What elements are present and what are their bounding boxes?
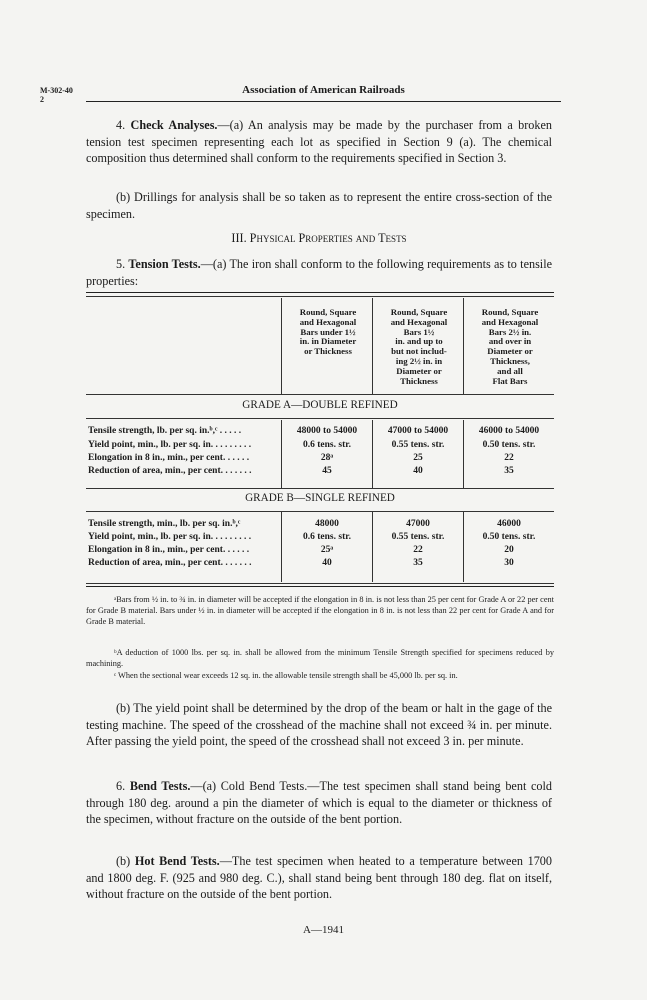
column-header-line: Flat Bars	[492, 375, 528, 386]
table-cell: 0.50 tens. str.	[482, 532, 536, 542]
column-header-line: Thickness	[400, 375, 438, 386]
column-header-line: Diameter or	[487, 346, 533, 357]
table-cell: 47000 to 54000	[387, 426, 449, 436]
section-6b	[86, 853, 552, 903]
table-cell: 0.55 tens. str.	[391, 440, 445, 450]
table-cell: 30	[504, 558, 514, 568]
column-header-line: Bars 1½	[403, 326, 435, 337]
table-bottom-rule-outer	[86, 586, 554, 587]
page-folio: A—1941	[303, 924, 344, 936]
table-cell: 28ᵃ	[320, 453, 334, 463]
table-cell: 47000	[406, 519, 430, 529]
table-top-rule	[86, 292, 554, 293]
table-cell: 48000 to 54000	[296, 426, 358, 436]
section-4a	[86, 117, 552, 167]
section-5a	[86, 256, 552, 289]
table-cell: 22	[504, 453, 514, 463]
table-rule	[86, 511, 554, 512]
footnote-b: ᵇA deduction of 1000 lbs. per sq. in. shall be allowed from the minimum Tensile Strength specified for specimens reduced by machining.	[86, 648, 554, 668]
table-cell: 40	[322, 558, 332, 568]
column-header-line: in. in Diameter	[299, 336, 357, 347]
section-6-heading: Bend Tests.	[129, 779, 191, 793]
section-6a-text: —(a) Cold Bend Tests.—The test specimen shall stand being bent cold through 180 deg. around a pin the diameter of which is equal to the diameter or thickness of the specimen, without fracture on the outside of the bent portion.	[86, 779, 552, 827]
section-6b-prefix: (b)	[116, 854, 135, 868]
table-cell: 0.6 tens. str.	[303, 532, 351, 542]
column-header-line: in. and up to	[395, 336, 443, 347]
column-divider	[372, 298, 373, 394]
row-label: Elongation in 8 in., min., per cent. . . . . .	[88, 545, 250, 555]
header-rule	[86, 101, 561, 102]
section-5-heading: Tension Tests.	[128, 257, 201, 271]
column-header-1	[284, 308, 372, 357]
table-top-rule-inner	[86, 296, 554, 297]
row-label: Reduction of area, min., per cent. . . . . . .	[88, 466, 252, 476]
section-4b: (b) Drillings for analysis shall be so taken as to represent the entire cross-section of the specimen.	[86, 190, 552, 221]
column-header-line: and all	[497, 365, 523, 376]
column-header-line: and Hexagonal	[390, 316, 448, 327]
grade-b-title: GRADE B—SINGLE REFINED	[245, 492, 395, 504]
table-cell: 0.50 tens. str.	[482, 440, 536, 450]
column-header-line: or Thickness	[304, 346, 352, 357]
row-label: Elongation in 8 in., min., per cent. . . . . .	[88, 453, 250, 463]
table-cell: 48000	[315, 519, 339, 529]
row-label: Reduction of area, min., per cent. . . . . . .	[88, 558, 252, 568]
section-6-number: 6.	[116, 779, 126, 793]
section-4-heading: Check Analyses.	[130, 118, 218, 132]
section-5a-text: —(a) The iron shall conform to the following requirements as to tensile properties:	[86, 257, 552, 288]
table-cell: 0.6 tens. str.	[303, 440, 351, 450]
column-header-line: Round, Square	[481, 307, 539, 317]
row-label: Tensile strength, min., lb. per sq. in.ᵇ,ᶜ	[88, 519, 241, 529]
table-rule	[86, 394, 554, 395]
column-header-line: Round, Square	[299, 307, 357, 317]
table-cell: 35	[504, 466, 514, 476]
part-3-title: III. Physical Properties and Tests	[231, 231, 407, 245]
footnote-c: ᶜ When the sectional wear exceeds 12 sq. in. the allowable tensile strength shall be 45,000 lb. per sq. in.	[114, 671, 458, 680]
table-cell: 25ᵃ	[320, 545, 334, 555]
table-bottom-rule	[86, 583, 554, 584]
column-header-line: Round, Square	[390, 307, 448, 317]
table-cell: 46000 to 54000	[478, 426, 540, 436]
column-divider	[463, 298, 464, 394]
spec-code-line2: 2	[40, 95, 44, 104]
column-header-line: and over in	[488, 336, 532, 347]
spec-code-line1: M-302-40	[40, 86, 73, 95]
section-6b-text: —The test specimen when heated to a temperature between 1700 and 1800 deg. F. (925 and 980 deg. C.), shall stand being bent through 180 deg. flat on itself, without fracture on the outside of the bent portion.	[86, 854, 552, 902]
grade-a-title: GRADE A—DOUBLE REFINED	[242, 399, 398, 411]
row-label: Yield point, min., lb. per sq. in. . . . . . . . .	[88, 532, 252, 542]
table-cell: 0.55 tens. str.	[391, 532, 445, 542]
table-cell: 35	[413, 558, 423, 568]
row-label: Yield point, min., lb. per sq. in. . . . . . . . .	[88, 440, 252, 450]
column-header-line: ing 2½ in. in	[395, 355, 443, 366]
section-4-number: 4.	[116, 118, 126, 132]
table-cell: 25	[413, 453, 423, 463]
table-cell: 20	[504, 545, 514, 555]
column-header-line: Diameter or	[396, 365, 442, 376]
column-header-line: Bars 2½ in.	[488, 326, 532, 337]
section-5b: (b) The yield point shall be determined by the drop of the beam or halt in the gage of the testing machine. The speed of the crosshead of the machine shall not exceed ¾ in. per minute. After passing the yield point, the speed of the crosshead shall not exceed 3 in. per minute.	[86, 701, 552, 749]
table-cell: 45	[322, 466, 332, 476]
column-header-line: and Hexagonal	[299, 316, 357, 327]
table-rule	[86, 488, 554, 489]
footnote-a: ᵃBars from ½ in. to ¾ in. in diameter will be accepted if the elongation in 8 in. is not less than 25 per cent for Grade A or 22 per cent for Grade B material. Bars under ½ in. in diameter will be accepted if the elongation in 8 in. is not less than 22 per cent for Grade A and for Grade B material.	[86, 595, 554, 626]
table-cell: 40	[413, 466, 423, 476]
column-header-line: Bars under 1½	[300, 326, 356, 337]
section-6a	[86, 778, 552, 828]
column-header-2	[375, 308, 463, 386]
section-4a-text: —(a) An analysis may be made by the purchaser from a broken tension test specimen representing each lot as specified in Section 9 (a). The chemical composition thus determined shall conform to the requirements specified in Section 3.	[86, 118, 552, 166]
column-header-line: Thickness,	[490, 355, 530, 366]
section-6b-heading: Hot Bend Tests.	[134, 854, 220, 868]
table-cell: 22	[413, 545, 423, 555]
table-cell: 46000	[497, 519, 521, 529]
column-header-line: but not includ-	[391, 346, 447, 357]
table-rule	[86, 418, 554, 419]
running-head: Association of American Railroads	[242, 84, 405, 96]
column-divider	[281, 298, 282, 394]
column-header-3	[466, 308, 554, 386]
section-5-number: 5.	[116, 257, 126, 271]
row-label: Tensile strength, lb. per sq. in.ᵇ,ᶜ . . . . .	[88, 426, 242, 436]
column-header-line: and Hexagonal	[481, 316, 539, 327]
